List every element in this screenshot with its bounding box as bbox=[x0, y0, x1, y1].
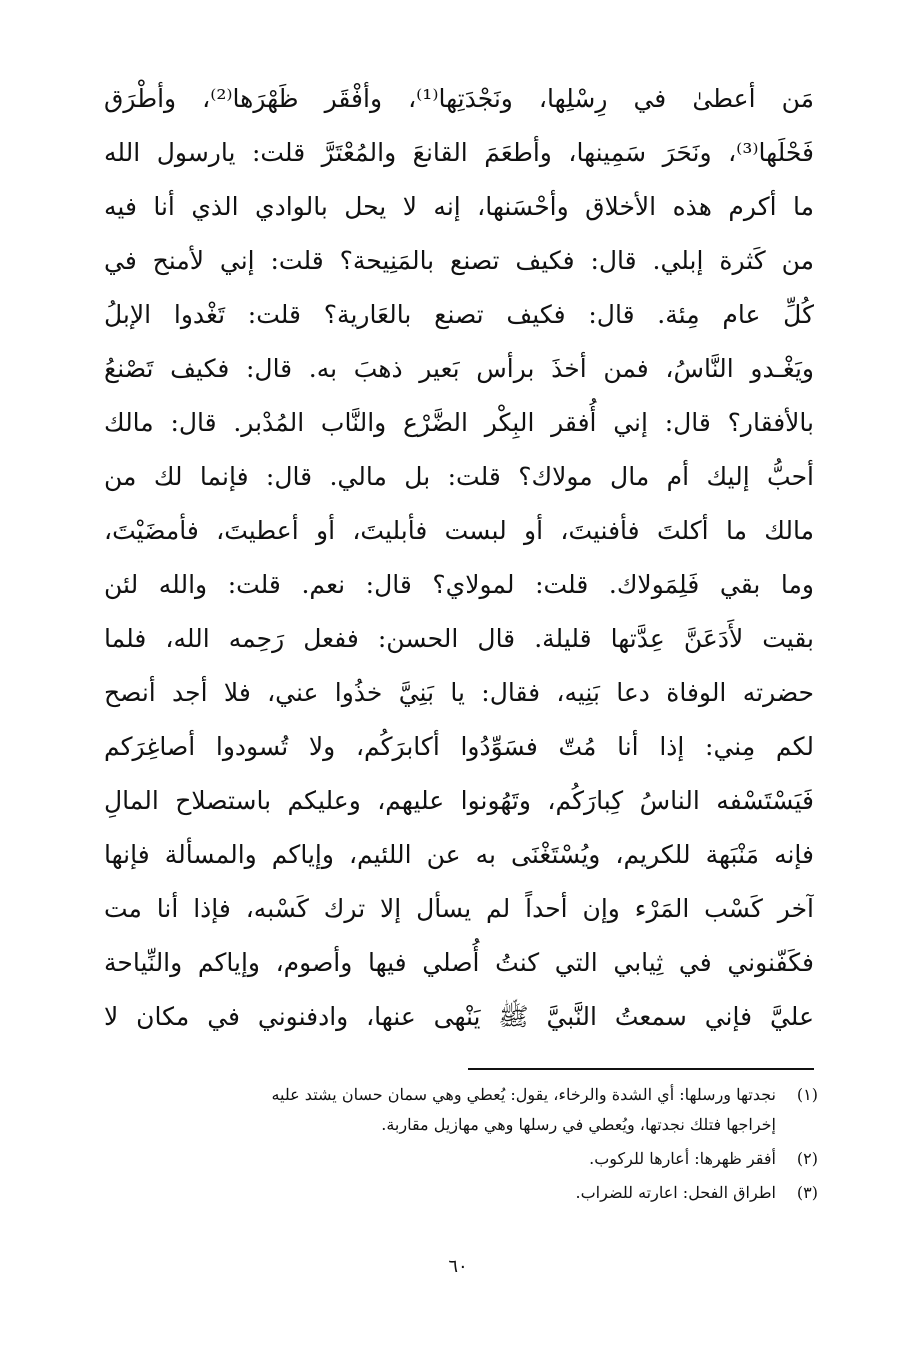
footnote-line: أفقر ظهرها: أعارها للركوب. bbox=[589, 1149, 776, 1168]
footnote-line: نجدتها ورسلها: أي الشدة والرخاء، يقول: يُعطي وهي سمان حسان يشتد عليه bbox=[271, 1085, 776, 1104]
text-line: بالأفقار؟ قال: إني أُفقر البِكْر الضَّرْع والنَّاب المُدْبر. قال: مالك bbox=[104, 408, 814, 437]
footnotes bbox=[96, 1080, 818, 1212]
text-line: كُلِّ عام مِئة. قال: فكيف تصنع بالعَارية؟ قلت: تَغْدوا الإبلُ bbox=[104, 300, 814, 329]
text-line: عليَّ فإني سمعتُ النَّبيَّ ﷺ يَنْهى عنها، وادفنوني في مكان لا bbox=[104, 1002, 814, 1031]
footnote-divider bbox=[468, 1068, 814, 1070]
footnote-line: إخراجها فتلك نجدتها، ويُعطي في رسلها وهي مهازيل مقاربة. bbox=[381, 1115, 776, 1134]
footnote-number: (١) bbox=[796, 1085, 818, 1104]
text-line: مَن أعطىٰ في رِسْلِها، ونَجْدَتِها⁽¹⁾، وأفْقَر ظَهْرَها⁽²⁾، وأطْرَق bbox=[104, 84, 814, 113]
page-number: ٦٠ bbox=[448, 1256, 468, 1277]
text-line: فَيَسْتَسْفه الناسُ كِبارَكُم، وتَهُونوا عليهم، وعليكم باستصلاح المالِ bbox=[104, 786, 814, 815]
text-line: بقيت لأَدَعَنَّ عِدَّتها قليلة. قال الحسن: ففعل رَحِمه الله، فلما bbox=[104, 624, 814, 653]
footnote-text bbox=[96, 1144, 776, 1174]
main-text bbox=[104, 72, 814, 1044]
text-line: ويَغْـدو النَّاسُ، فمن أخذَ برأس بَعير ذهبَ به. قال: فكيف تَصْنعُ bbox=[104, 354, 814, 383]
text-line: أحبُّ إليك أم مال مولاك؟ قلت: بل مالي. قال: فإنما لك من bbox=[104, 462, 814, 491]
footnote-3 bbox=[96, 1178, 818, 1208]
footnote-number: (٢) bbox=[796, 1149, 818, 1168]
footnote-1 bbox=[96, 1080, 818, 1140]
text-line: فإنه مَنْبَهة للكريم، ويُسْتَغْنَى به عن اللئيم، وإياكم والمسألة فإنها bbox=[104, 840, 814, 869]
text-line: حضرته الوفاة دعا بَنِيه، فقال: يا بَنِيَّ خذُوا عني، فلا أجد أنصح bbox=[104, 678, 814, 707]
text-line: وما بقي فَلِمَولاك. قلت: لمولاي؟ قال: نعم. قلت: والله لئن bbox=[104, 570, 814, 599]
footnote-text bbox=[96, 1080, 776, 1140]
text-line: ما أكرم هذه الأخلاق وأحْسَنها، إنه لا يحل بالوادي الذي أنا فيه bbox=[104, 192, 814, 221]
text-line: لكم مِني: إذا أنا مُتّ فسَوِّدُوا أكابرَكُم، ولا تُسودوا أصاغِرَكم bbox=[104, 732, 814, 761]
footnote-2 bbox=[96, 1144, 818, 1174]
text-line: آخر كَسْب المَرْء وإن أحداً لم يسأل إلا ترك كَسْبه، فإذا أنا مت bbox=[104, 894, 814, 923]
text-line: فَحْلَها⁽³⁾، ونَحَرَ سَمِينها، وأطعَمَ القانعَ والمُعْتَرَّ قلت: يارسول الله bbox=[104, 138, 814, 167]
text-line: فكَفّنوني في ثِيابي التي كنتُ أُصلي فيها وأصوم، وإياكم والنِّياحة bbox=[104, 948, 814, 977]
text-line: مالك ما أكلتَ فأفنيتَ، أو لبست فأبليتَ، أو أعطيتَ، فأمضَيْتَ، bbox=[104, 516, 814, 545]
footnote-line: اطراق الفحل: اعارته للضراب. bbox=[575, 1183, 776, 1202]
text-line: من كَثرة إبلي. قال: فكيف تصنع بالمَنِيحة؟ قلت: إني لأمنح في bbox=[104, 246, 814, 275]
footnote-text bbox=[96, 1178, 776, 1208]
footnote-number: (٣) bbox=[796, 1183, 818, 1202]
